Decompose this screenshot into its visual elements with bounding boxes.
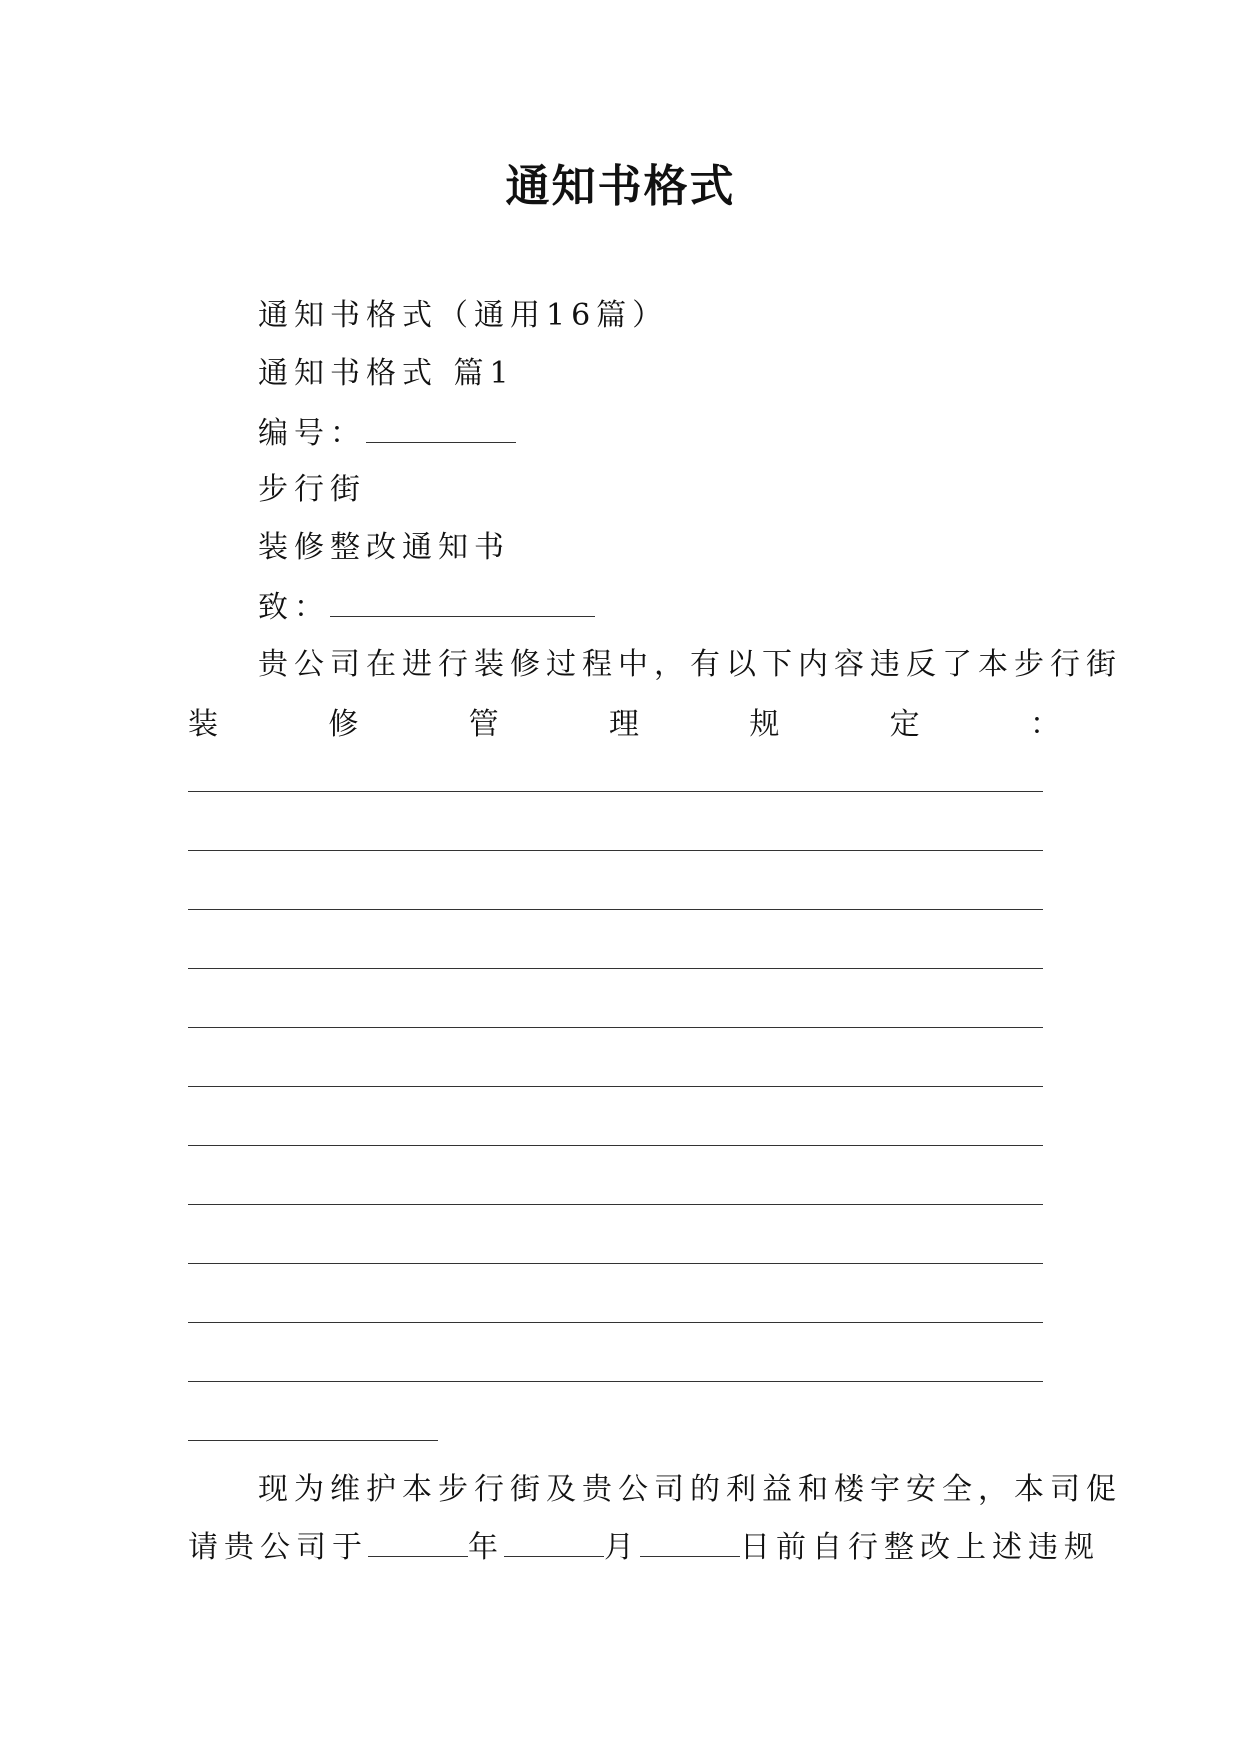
fill-in-line[interactable] <box>188 968 1043 969</box>
to-label: 致： <box>258 590 330 625</box>
place: 步行街 <box>258 472 366 507</box>
fill-in-line[interactable] <box>188 1204 1043 1205</box>
number-label: 编号： <box>258 416 366 451</box>
year-blank[interactable] <box>368 1528 468 1557</box>
day-blank[interactable] <box>640 1528 740 1557</box>
paragraph-2-line-2 <box>188 1528 1100 1568</box>
year-label: 年 <box>468 1530 504 1565</box>
fill-in-line[interactable] <box>188 1322 1043 1323</box>
fill-in-line[interactable] <box>188 1086 1043 1087</box>
justified-char: 理 <box>608 707 639 742</box>
month-blank[interactable] <box>504 1528 604 1557</box>
paragraph-1-line-1: 贵公司在进行装修过程中，有以下内容违反了本步行街 <box>258 647 1122 682</box>
justified-char: 修 <box>328 707 359 742</box>
fill-in-line[interactable] <box>188 1440 438 1441</box>
text: 请贵公司于 <box>188 1530 368 1565</box>
fill-in-line[interactable] <box>188 1145 1043 1146</box>
subtitle: 通知书格式（通用16篇） <box>258 298 669 333</box>
fill-in-line[interactable] <box>188 1263 1043 1264</box>
justified-char: 定 <box>889 707 920 742</box>
text: 日前自行整改上述违规 <box>740 1530 1100 1565</box>
fill-in-line[interactable] <box>188 1381 1043 1382</box>
number-blank[interactable] <box>366 412 516 443</box>
month-label: 月 <box>604 1530 640 1565</box>
justified-char: 规 <box>749 707 780 742</box>
justified-char: 装 <box>188 707 218 742</box>
section-heading: 通知书格式 篇1 <box>258 356 515 391</box>
justified-char: ： <box>1029 707 1060 742</box>
document-title: 通知书格式 <box>505 161 736 212</box>
notice-name: 装修整改通知书 <box>258 530 510 565</box>
fill-in-line[interactable] <box>188 909 1043 910</box>
to-row <box>258 586 595 628</box>
number-row <box>258 412 516 454</box>
fill-in-line[interactable] <box>188 850 1043 851</box>
fill-in-line[interactable] <box>188 1027 1043 1028</box>
paragraph-1-line-2 <box>188 705 1060 745</box>
justified-char: 管 <box>468 707 499 742</box>
to-blank[interactable] <box>330 586 595 617</box>
paragraph-2-line-1: 现为维护本步行街及贵公司的利益和楼宇安全，本司促 <box>258 1472 1122 1507</box>
fill-in-line[interactable] <box>188 791 1043 792</box>
